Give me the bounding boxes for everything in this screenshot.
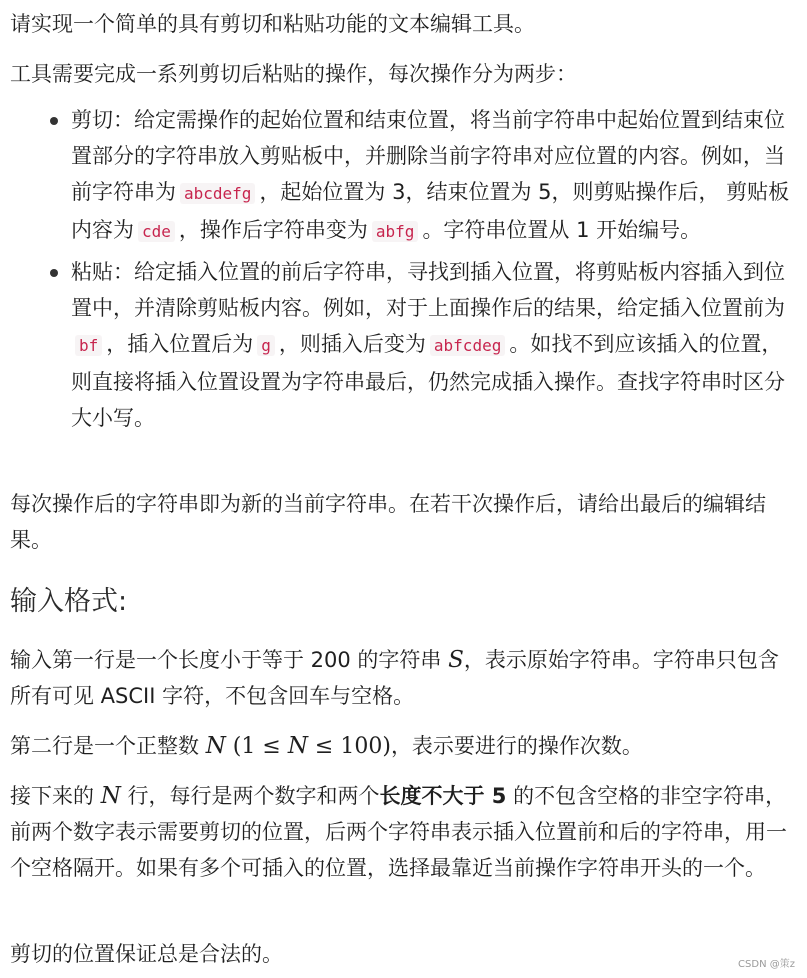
input-paragraph-1: [10, 642, 792, 714]
watermark: CSDN @策z: [738, 959, 795, 970]
code-cde: cde: [138, 221, 175, 242]
cut-text-1: 剪切：给定需操作的起始位置和结束位置，将当前字符串中起始位置到结束位置部分的字符串放入剪贴板中，并删除当前字符串对应位置的内容。例如，当前字符串为: [71, 108, 785, 204]
operation-list: [10, 102, 792, 436]
cut-text-2: ，起始位置为 3，结束位置为 5，则剪贴操作后， 剪贴板内容为: [71, 180, 790, 242]
input-p1-text-b: ，表示原始字符串。字符串只包含所有可见 ASCII 字符，不包含回车与空格。: [10, 648, 779, 708]
summary-paragraph: 每次操作后的字符串即为新的当前字符串。在若干次操作后，请给出最后的编辑结果。: [10, 492, 766, 552]
cut-text-3: ，操作后字符串变为: [178, 218, 368, 242]
math-s: S: [448, 647, 464, 673]
code-bf: bf: [75, 335, 102, 356]
input-p3-text-c: 的不包含空格的非空字符串，前两个数字表示需要剪切的位置，后两个字符串表示插入位置前和后的字符串，用一个空格隔开。如果有多个可插入的位置，选择最靠近当前操作字符串开头的一个。: [10, 784, 787, 880]
math-range-open: (1 ≤: [225, 734, 288, 759]
input-format-heading: 输入格式:: [10, 586, 128, 617]
code-abfcdeg: abfcdeg: [430, 335, 505, 356]
math-n: N: [205, 733, 226, 759]
intro-line-2: 工具需要完成一系列剪切后粘贴的操作，每次操作分为两步：: [10, 62, 577, 86]
paste-text-2: ，插入位置后为: [106, 332, 254, 356]
input-p2-text-b: ，表示要进行的操作次数。: [390, 734, 643, 758]
math-range-close: ≤ 100): [307, 734, 391, 759]
list-item-cut: [10, 102, 792, 250]
code-g: g: [257, 335, 275, 356]
paste-text-4: 。如找不到应该插入的位置，则直接将插入位置设置为字符串最后，仍然完成插入操作。查找字符串时区分大小写。: [71, 332, 785, 430]
paste-text-1: 粘贴：给定插入位置的前后字符串，寻找到插入位置，将剪贴板内容插入到位置中，并清除剪贴板内容。例如，对于上面操作后的结果，给定插入位置前为: [71, 260, 785, 320]
bullet-dot-icon: [50, 269, 58, 277]
input-paragraph-3: [10, 778, 792, 886]
math-n-2: N: [287, 733, 308, 759]
list-item-paste: [10, 254, 792, 436]
input-paragraph-2: [10, 728, 792, 765]
math-n-3: N: [100, 783, 121, 809]
input-p3-text-b: 行，每行是两个数字和两个: [120, 784, 380, 808]
cut-text-4: 。字符串位置从 1 开始编号。: [422, 218, 702, 242]
paste-text-3: ，则插入后变为: [278, 332, 426, 356]
input-p1-text-a: 输入第一行是一个长度小于等于 200 的字符串: [10, 648, 449, 672]
code-abcdefg: abcdefg: [180, 183, 255, 204]
input-p3-text-a: 接下来的: [10, 784, 101, 808]
input-p2-text-a: 第二行是一个正整数: [10, 734, 206, 758]
intro-line-1: 请实现一个简单的具有剪切和粘贴功能的文本编辑工具。: [10, 12, 535, 36]
bullet-dot-icon: [50, 117, 58, 125]
input-paragraph-4: 剪切的位置保证总是合法的。: [10, 942, 283, 966]
code-abfg: abfg: [372, 221, 419, 242]
bold-length-limit: 长度不大于 5: [379, 784, 507, 808]
